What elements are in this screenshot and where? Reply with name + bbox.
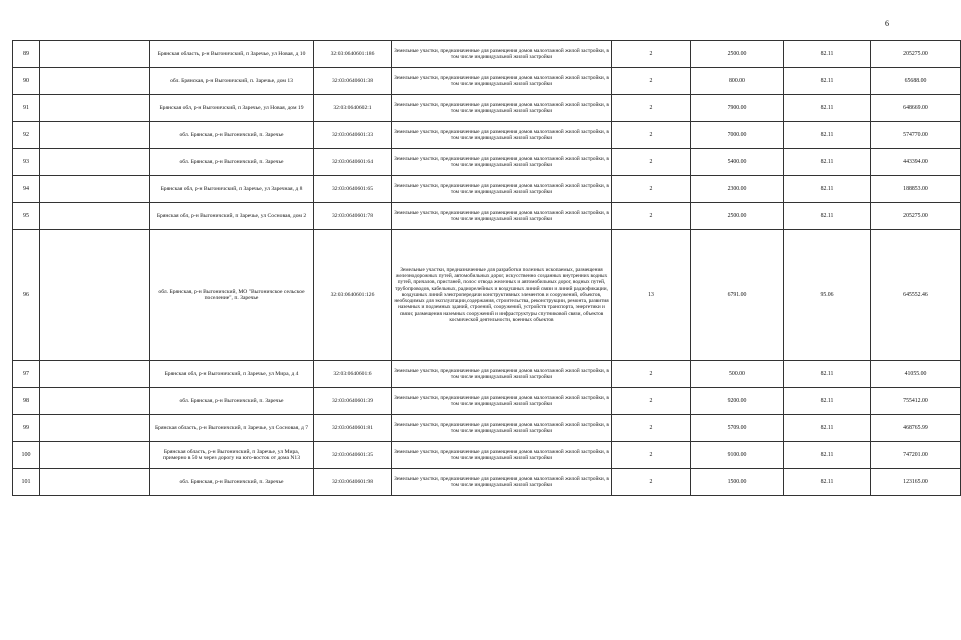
- area-cell: 2500.00: [691, 41, 784, 68]
- area-cell: 9200.00: [691, 388, 784, 415]
- empty-cell: [40, 442, 150, 469]
- area-cell: 800.00: [691, 68, 784, 95]
- permitted-use-cell: Земельные участки, предназначенные для размещения домов малоэтажной жилой застройки, в том числе индивидуальной жилой застройки: [392, 95, 612, 122]
- cadastral-value-cell: 645552.46: [871, 230, 961, 361]
- cadastral-number-cell: 32:03:0640601:33: [314, 122, 392, 149]
- cadastral-number-cell: 32:03:0640601:38: [314, 68, 392, 95]
- permitted-use-cell: Земельные участки, предназначенные для размещения домов малоэтажной жилой застройки, в том числе индивидуальной жилой застройки: [392, 469, 612, 496]
- table-row: [13, 68, 961, 95]
- empty-cell: [40, 361, 150, 388]
- table-row: [13, 95, 961, 122]
- cadastral-number-cell: 32:03:0640601:65: [314, 176, 392, 203]
- cadastral-number-cell: 32:03:0640601:78: [314, 203, 392, 230]
- use-group-cell: 2: [612, 95, 691, 122]
- empty-cell: [40, 68, 150, 95]
- cadastral-number-cell: 32:03:0640602:1: [314, 95, 392, 122]
- specific-value-cell: 95.06: [784, 230, 871, 361]
- area-cell: 7900.00: [691, 95, 784, 122]
- empty-cell: [40, 388, 150, 415]
- row-number-cell: 99: [13, 415, 40, 442]
- row-number-cell: 101: [13, 469, 40, 496]
- area-cell: 2300.00: [691, 176, 784, 203]
- use-group-cell: 2: [612, 68, 691, 95]
- address-cell: обл. Брянская, р-н Выгоничский, п. Заречье: [150, 149, 314, 176]
- specific-value-cell: 82.11: [784, 176, 871, 203]
- permitted-use-cell: Земельные участки, предназначенные для размещения домов малоэтажной жилой застройки, в том числе индивидуальной жилой застройки: [392, 68, 612, 95]
- table-row: [13, 203, 961, 230]
- empty-cell: [40, 203, 150, 230]
- specific-value-cell: 82.11: [784, 203, 871, 230]
- empty-cell: [40, 149, 150, 176]
- empty-cell: [40, 415, 150, 442]
- empty-cell: [40, 41, 150, 68]
- table-row: [13, 469, 961, 496]
- cadastral-number-cell: 32:03:0640601:126: [314, 230, 392, 361]
- specific-value-cell: 82.11: [784, 149, 871, 176]
- area-cell: 5709.00: [691, 415, 784, 442]
- area-cell: 1500.00: [691, 469, 784, 496]
- area-cell: 2500.00: [691, 203, 784, 230]
- permitted-use-cell: Земельные участки, предназначенные для размещения домов малоэтажной жилой застройки, в том числе индивидуальной жилой застройки: [392, 203, 612, 230]
- row-number-cell: 98: [13, 388, 40, 415]
- permitted-use-cell: Земельные участки, предназначенные для разработки полезных ископаемых, размещения железнодорожных путей, автомобильных дорог, искусственно созданных внутренних водных путей, причалов, пристаней, полос отвода железных и автомобильных дорог, водных путей, трубопроводов, кабельных, радиорелейных и воздушных линий связи и линий радиофикации, воздушных линий электропередачи конструктивных элементов и сооружений, объектов, необходимых для эксплуатации,содержания, строительства, реконструкции, ремонта, развития наземных и подземных зданий, строений, сооружений, устройств транспорта, энергетики и связи; размещения наземных сооружений и инфраструктуры спутниковой связи, объектов космической деятельности, военных объектов: [392, 230, 612, 361]
- specific-value-cell: 82.11: [784, 68, 871, 95]
- use-group-cell: 2: [612, 361, 691, 388]
- address-cell: Брянская обл, р-н Выгоничский, п Заречье, ул Сосновая, дом 2: [150, 203, 314, 230]
- permitted-use-cell: Земельные участки, предназначенные для размещения домов малоэтажной жилой застройки, в том числе индивидуальной жилой застройки: [392, 176, 612, 203]
- cadastral-number-cell: 32:03:0640601:6: [314, 361, 392, 388]
- specific-value-cell: 82.11: [784, 95, 871, 122]
- cadastral-value-cell: 41055.00: [871, 361, 961, 388]
- table-row: [13, 122, 961, 149]
- cadastral-value-cell: 747201.00: [871, 442, 961, 469]
- cadastral-number-cell: 32:03:0640601:81: [314, 415, 392, 442]
- empty-cell: [40, 95, 150, 122]
- use-group-cell: 2: [612, 388, 691, 415]
- table-row: [13, 230, 961, 361]
- land-registry-table: [12, 40, 961, 496]
- cadastral-value-cell: 574770.00: [871, 122, 961, 149]
- address-cell: Брянская обл, р-н Выгоничский, п Заречье, ул Мира, д 4: [150, 361, 314, 388]
- permitted-use-cell: Земельные участки, предназначенные для размещения домов малоэтажной жилой застройки, в том числе индивидуальной жилой застройки: [392, 122, 612, 149]
- address-cell: Брянская область, р-н Выгоничский, п Заречье, ул Новая, д 10: [150, 41, 314, 68]
- empty-cell: [40, 122, 150, 149]
- row-number-cell: 100: [13, 442, 40, 469]
- cadastral-value-cell: 205275.00: [871, 203, 961, 230]
- table-row: [13, 176, 961, 203]
- address-cell: Брянская область, р-н Выгоничский, п Заречье, ул Сосновая, д 7: [150, 415, 314, 442]
- row-number-cell: 92: [13, 122, 40, 149]
- table-row: [13, 149, 961, 176]
- cadastral-value-cell: 188853.00: [871, 176, 961, 203]
- area-cell: 7000.00: [691, 122, 784, 149]
- empty-cell: [40, 469, 150, 496]
- address-cell: обл. Брянская, р-н Выгоничский, п. Заречье, дом 13: [150, 68, 314, 95]
- use-group-cell: 2: [612, 41, 691, 68]
- cadastral-number-cell: 32:03:0640601:39: [314, 388, 392, 415]
- use-group-cell: 2: [612, 176, 691, 203]
- area-cell: 5400.00: [691, 149, 784, 176]
- permitted-use-cell: Земельные участки, предназначенные для размещения домов малоэтажной жилой застройки, в том числе индивидуальной жилой застройки: [392, 149, 612, 176]
- row-number-cell: 91: [13, 95, 40, 122]
- address-cell: Брянская обл, р-н Выгоничский, п Заречье, ул Новая, дом 19: [150, 95, 314, 122]
- table-row: [13, 361, 961, 388]
- specific-value-cell: 82.11: [784, 41, 871, 68]
- specific-value-cell: 82.11: [784, 469, 871, 496]
- table-row: [13, 415, 961, 442]
- table-row: [13, 442, 961, 469]
- row-number-cell: 97: [13, 361, 40, 388]
- specific-value-cell: 82.11: [784, 361, 871, 388]
- specific-value-cell: 82.11: [784, 122, 871, 149]
- row-number-cell: 96: [13, 230, 40, 361]
- empty-cell: [40, 230, 150, 361]
- address-cell: Брянская обл, р-н Выгоничский, п Заречье, ул Заречная, д 8: [150, 176, 314, 203]
- use-group-cell: 2: [612, 415, 691, 442]
- cadastral-value-cell: 468765.99: [871, 415, 961, 442]
- address-cell: обл. Брянская, р-н Выгоничский, п. Заречье: [150, 122, 314, 149]
- cadastral-number-cell: 32:03:0640601:35: [314, 442, 392, 469]
- cadastral-number-cell: 32:03:0640601:64: [314, 149, 392, 176]
- permitted-use-cell: Земельные участки, предназначенные для размещения домов малоэтажной жилой застройки, в том числе индивидуальной жилой застройки: [392, 442, 612, 469]
- area-cell: 500.00: [691, 361, 784, 388]
- table-row: [13, 41, 961, 68]
- use-group-cell: 2: [612, 203, 691, 230]
- empty-cell: [40, 176, 150, 203]
- permitted-use-cell: Земельные участки, предназначенные для размещения домов малоэтажной жилой застройки, в том числе индивидуальной жилой застройки: [392, 388, 612, 415]
- specific-value-cell: 82.11: [784, 442, 871, 469]
- table-row: [13, 388, 961, 415]
- page-number: 6: [885, 19, 889, 28]
- permitted-use-cell: Земельные участки, предназначенные для размещения домов малоэтажной жилой застройки, в том числе индивидуальной жилой застройки: [392, 41, 612, 68]
- cadastral-value-cell: 648669.00: [871, 95, 961, 122]
- row-number-cell: 89: [13, 41, 40, 68]
- area-cell: 9100.00: [691, 442, 784, 469]
- row-number-cell: 90: [13, 68, 40, 95]
- cadastral-value-cell: 205275.00: [871, 41, 961, 68]
- cadastral-value-cell: 65688.00: [871, 68, 961, 95]
- cadastral-value-cell: 443394.00: [871, 149, 961, 176]
- row-number-cell: 93: [13, 149, 40, 176]
- row-number-cell: 94: [13, 176, 40, 203]
- use-group-cell: 2: [612, 149, 691, 176]
- permitted-use-cell: Земельные участки, предназначенные для размещения домов малоэтажной жилой застройки, в том числе индивидуальной жилой застройки: [392, 361, 612, 388]
- cadastral-number-cell: 32:03:0640601:98: [314, 469, 392, 496]
- cadastral-number-cell: 32:03:0640601:186: [314, 41, 392, 68]
- cadastral-value-cell: 123165.00: [871, 469, 961, 496]
- permitted-use-cell: Земельные участки, предназначенные для размещения домов малоэтажной жилой застройки, в том числе индивидуальной жилой застройки: [392, 415, 612, 442]
- cadastral-value-cell: 755412.00: [871, 388, 961, 415]
- use-group-cell: 2: [612, 469, 691, 496]
- use-group-cell: 2: [612, 122, 691, 149]
- area-cell: 6791.00: [691, 230, 784, 361]
- address-cell: Брянская область, р-н Выгоничский, п Заречье, ул Мира, примерно в 50 м через дорогу на юго-восток от дома N13: [150, 442, 314, 469]
- address-cell: обл. Брянская, р-н Выгоничский, МО "Выгоничское сельское поселение", п. Заречье: [150, 230, 314, 361]
- address-cell: обл. Брянская, р-н Выгоничский, п. Заречье: [150, 469, 314, 496]
- table-body: [13, 41, 961, 496]
- use-group-cell: 2: [612, 442, 691, 469]
- address-cell: обл. Брянская, р-н Выгоничский, п. Заречье: [150, 388, 314, 415]
- use-group-cell: 13: [612, 230, 691, 361]
- specific-value-cell: 82.11: [784, 415, 871, 442]
- row-number-cell: 95: [13, 203, 40, 230]
- specific-value-cell: 82.11: [784, 388, 871, 415]
